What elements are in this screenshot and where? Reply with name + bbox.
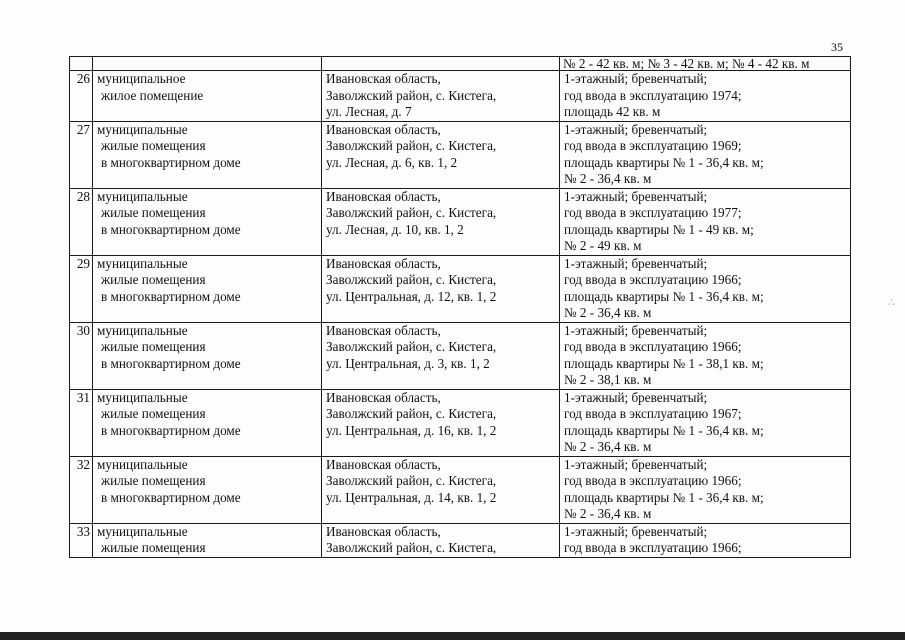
address-cell-line: Заволжский район, с. Кистега, — [326, 87, 497, 103]
address-cell — [322, 71, 560, 122]
address-cell — [322, 456, 560, 523]
description-cell-line: № 2 - 49 кв. м — [564, 238, 642, 253]
address-cell-line: Заволжский район, с. Кистега, — [326, 339, 497, 354]
object-name-cell-line: жилые помещения — [101, 138, 206, 153]
description-cell — [560, 71, 851, 122]
object-name-cell-line: муниципальные — [97, 523, 188, 539]
address-cell-line: Заволжский район, с. Кистега, — [326, 406, 497, 421]
continuation-desc-cell: № 2 - 42 кв. м; № 3 - 42 кв. м; № 4 - 42 кв. м — [560, 57, 851, 71]
description-cell-line: 1-этажный; бревенчатый; — [564, 322, 708, 338]
address-cell — [322, 121, 560, 188]
row-number: 26 — [70, 71, 93, 122]
description-cell-line: год ввода в эксплуатацию 1966; — [564, 272, 742, 287]
continuation-address-cell — [322, 57, 560, 71]
description-cell-line: площадь 42 кв. м — [564, 104, 661, 119]
object-name-cell-line: муниципальные — [97, 322, 188, 338]
description-cell — [560, 523, 851, 557]
description-cell-line: год ввода в эксплуатацию 1966; — [564, 473, 742, 488]
object-name-cell-line: жилые помещения — [101, 540, 206, 555]
description-cell — [560, 456, 851, 523]
address-cell — [322, 523, 560, 557]
row-number: 33 — [70, 523, 93, 557]
object-name-cell-line: муниципальные — [97, 456, 188, 472]
table-row — [70, 389, 851, 456]
address-cell-line: Заволжский район, с. Кистега, — [326, 205, 497, 220]
page-number: 35 — [831, 40, 843, 54]
object-name-cell-line: жилые помещения — [101, 473, 206, 488]
property-registry-table — [69, 56, 851, 558]
address-cell-line: Заволжский район, с. Кистега, — [326, 540, 497, 555]
object-name-cell-line: муниципальные — [97, 188, 188, 204]
row-number: 31 — [70, 389, 93, 456]
description-cell — [560, 188, 851, 255]
description-cell-line: № 2 - 36,4 кв. м — [564, 305, 652, 320]
object-name-cell-line: муниципальные — [97, 121, 188, 137]
scan-mark: ∴ — [888, 296, 895, 309]
row-number: 30 — [70, 322, 93, 389]
description-cell-line: площадь квартиры № 1 - 38,1 кв. м; — [564, 355, 764, 371]
address-cell-line: Заволжский район, с. Кистега, — [326, 272, 497, 287]
table-row — [70, 456, 851, 523]
description-cell — [560, 121, 851, 188]
object-name-cell-line: жилые помещения — [101, 339, 206, 354]
description-cell-line: площадь квартиры № 1 - 36,4 кв. м; — [564, 489, 764, 505]
description-cell-line: площадь квартиры № 1 - 49 кв. м; — [564, 221, 754, 237]
address-cell — [322, 389, 560, 456]
continuation-num-cell — [70, 57, 93, 71]
description-cell-line: 1-этажный; бревенчатый; — [564, 389, 708, 405]
table-row — [70, 188, 851, 255]
description-cell-line: № 2 - 36,4 кв. м — [564, 439, 652, 454]
object-name-cell-line: жилые помещения — [101, 406, 206, 421]
object-name-cell-line: муниципальные — [97, 389, 188, 405]
continuation-row — [70, 57, 851, 71]
address-cell-line: ул. Центральная, д. 14, кв. 1, 2 — [326, 489, 497, 505]
description-cell-line: № 2 - 36,4 кв. м — [564, 171, 652, 186]
object-name-cell-line: жилые помещения — [101, 272, 206, 287]
address-cell-line: Ивановская область, — [326, 523, 441, 539]
address-cell-line: Ивановская область, — [326, 456, 441, 472]
row-number: 28 — [70, 188, 93, 255]
table-row — [70, 255, 851, 322]
table-row — [70, 121, 851, 188]
row-number: 29 — [70, 255, 93, 322]
object-name-cell-line: в многоквартирном доме — [101, 422, 241, 438]
address-cell-line: ул. Центральная, д. 16, кв. 1, 2 — [326, 422, 497, 438]
address-cell-line: ул. Лесная, д. 6, кв. 1, 2 — [326, 154, 458, 170]
object-name-cell-line: в многоквартирном доме — [101, 221, 241, 237]
description-cell-line: 1-этажный; бревенчатый; — [564, 456, 708, 472]
object-name-cell-line: муниципальное — [97, 71, 186, 86]
address-cell-line: Ивановская область, — [326, 71, 441, 86]
address-cell — [322, 322, 560, 389]
object-name-cell-line: жилые помещения — [101, 205, 206, 220]
description-cell-line: год ввода в эксплуатацию 1969; — [564, 138, 742, 153]
scan-edge-shadow — [0, 632, 905, 640]
description-cell — [560, 389, 851, 456]
address-cell-line: Ивановская область, — [326, 255, 441, 271]
description-cell-line: год ввода в эксплуатацию 1974; — [564, 87, 742, 103]
object-name-cell — [93, 456, 322, 523]
description-cell-line: 1-этажный; бревенчатый; — [564, 121, 708, 137]
table-row — [70, 523, 851, 557]
object-name-cell — [93, 389, 322, 456]
address-cell-line: Ивановская область, — [326, 389, 441, 405]
row-number: 27 — [70, 121, 93, 188]
object-name-cell — [93, 71, 322, 122]
description-cell-line: год ввода в эксплуатацию 1966; — [564, 339, 742, 354]
description-cell-line: год ввода в эксплуатацию 1977; — [564, 205, 742, 220]
address-cell-line: ул. Лесная, д. 10, кв. 1, 2 — [326, 221, 464, 237]
description-cell-line: площадь квартиры № 1 - 36,4 кв. м; — [564, 422, 764, 438]
object-name-cell-line: в многоквартирном доме — [101, 489, 241, 505]
description-cell-line: 1-этажный; бревенчатый; — [564, 255, 708, 271]
object-name-cell — [93, 121, 322, 188]
address-cell-line: Ивановская область, — [326, 121, 441, 137]
address-cell — [322, 188, 560, 255]
description-cell-line: год ввода в эксплуатацию 1967; — [564, 406, 742, 421]
address-cell-line: Заволжский район, с. Кистега, — [326, 473, 497, 488]
object-name-cell-line: в многоквартирном доме — [101, 154, 241, 170]
object-name-cell — [93, 523, 322, 557]
address-cell-line: Ивановская область, — [326, 188, 441, 204]
continuation-name-cell — [93, 57, 322, 71]
address-cell-line: ул. Центральная, д. 12, кв. 1, 2 — [326, 288, 497, 304]
description-cell — [560, 255, 851, 322]
object-name-cell-line: в многоквартирном доме — [101, 355, 241, 371]
description-cell-line: год ввода в эксплуатацию 1966; — [564, 540, 742, 555]
table-row — [70, 322, 851, 389]
object-name-cell-line: в многоквартирном доме — [101, 288, 241, 304]
description-cell-line: № 2 - 38,1 кв. м — [564, 372, 652, 387]
object-name-cell — [93, 322, 322, 389]
description-cell — [560, 322, 851, 389]
description-cell-line: № 2 - 36,4 кв. м — [564, 506, 652, 521]
description-cell-line: 1-этажный; бревенчатый; — [564, 188, 708, 204]
object-name-cell — [93, 188, 322, 255]
table-body — [70, 57, 851, 558]
description-cell-line: площадь квартиры № 1 - 36,4 кв. м; — [564, 288, 764, 304]
description-cell-line: 1-этажный; бревенчатый; — [564, 71, 708, 86]
address-cell-line: ул. Лесная, д. 7 — [326, 104, 412, 119]
address-cell-line: Заволжский район, с. Кистега, — [326, 138, 497, 153]
description-cell-line: 1-этажный; бревенчатый; — [564, 523, 708, 539]
row-number: 32 — [70, 456, 93, 523]
object-name-cell — [93, 255, 322, 322]
object-name-cell-line: муниципальные — [97, 255, 188, 271]
object-name-cell-line: жилое помещение — [101, 87, 204, 103]
table-row — [70, 71, 851, 122]
address-cell-line: ул. Центральная, д. 3, кв. 1, 2 — [326, 355, 490, 371]
address-cell — [322, 255, 560, 322]
description-cell-line: площадь квартиры № 1 - 36,4 кв. м; — [564, 154, 764, 170]
address-cell-line: Ивановская область, — [326, 322, 441, 338]
